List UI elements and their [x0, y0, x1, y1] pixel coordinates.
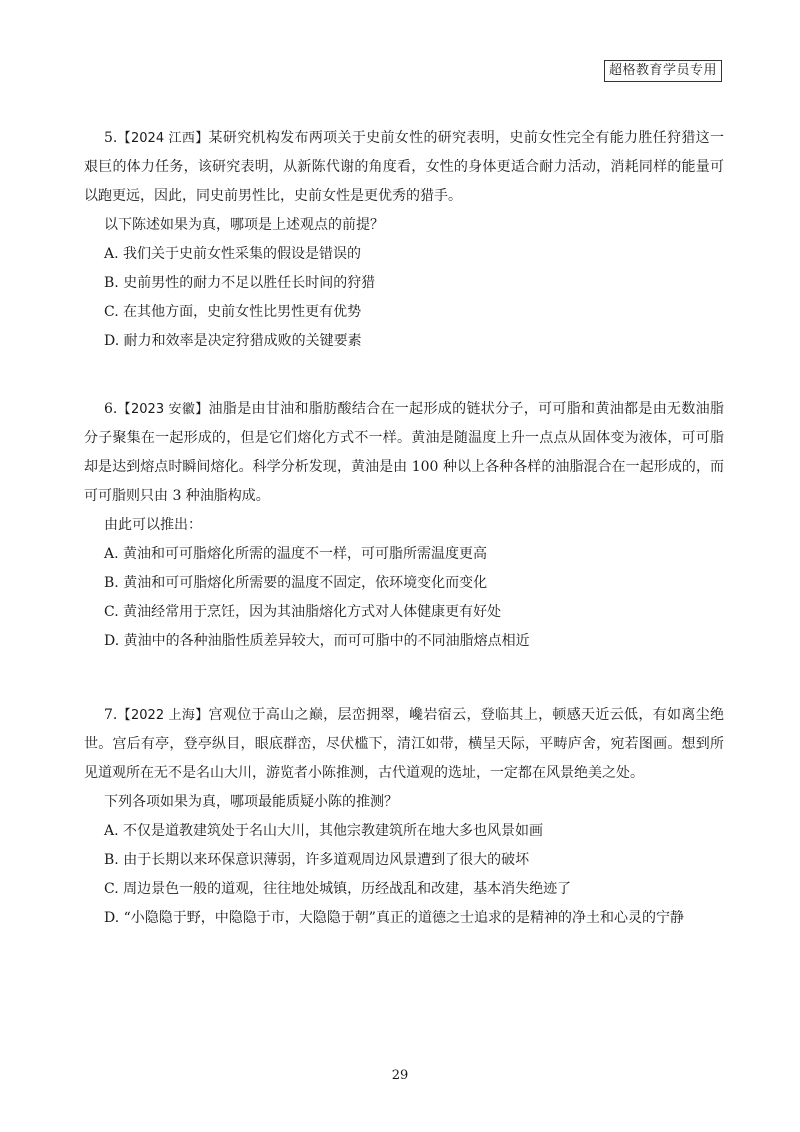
- question-7: [84, 701, 724, 933]
- question-5: [84, 124, 724, 356]
- option-b: B. 史前男性的耐力不足以胜任长时间的狩猎: [104, 275, 376, 291]
- question-number: 6.: [104, 401, 118, 417]
- page-number: 29: [391, 1068, 409, 1083]
- option-a: A. 我们关于史前女性采集的假设是错误的: [104, 246, 362, 262]
- option-a: A. 不仅是道教建筑处于名山大川，其他宗教建筑所在地大多也风景如画: [104, 823, 544, 839]
- question-stem: [84, 701, 724, 788]
- option-d: D. 黄油中的各种油脂性质差异较大，而可可脂中的不同油脂熔点相近: [104, 633, 530, 649]
- question-prompt: 以下陈述如果为真，哪项是上述观点的前提？: [104, 217, 384, 233]
- question-number: 7.: [104, 707, 118, 723]
- option-b: B. 由于长期以来环保意识薄弱，许多道观周边风景遭到了很大的破坏: [104, 852, 530, 868]
- option-d: D. 耐力和效率是决定狩猎成败的关键要素: [104, 333, 362, 349]
- question-stem-text: 某研究机构发布两项关于史前女性的研究表明，史前女性完全有能力胜任狩猎这一艰巨的体力任务，该研究表明，从新陈代谢的角度看，女性的身体更适合耐力活动，消耗同样的能量可以跑更远，因此，同史前男性比，史前女性是更优秀的猎手。: [84, 130, 725, 204]
- question-source-tag: 【2023 安徽】: [117, 402, 209, 417]
- question-stem: [84, 124, 724, 211]
- option-a: A. 黄油和可可脂熔化所需的温度不一样，可可脂所需温度更高: [104, 546, 488, 562]
- option-c: C. 黄油经常用于烹饪，因为其油脂熔化方式对人体健康更有好处: [104, 604, 502, 620]
- watermark-stamp: 超格教育学员专用: [604, 60, 722, 82]
- question-source-tag: 【2022 上海】: [117, 708, 209, 723]
- option-b: B. 黄油和可可脂熔化所需要的温度不固定，依环境变化而变化: [104, 575, 488, 591]
- option-c: C. 周边景色一般的道观，往往地处城镇，历经战乱和改建，基本消失绝迹了: [104, 881, 572, 897]
- question-stem-text: 宫观位于高山之巅，层峦拥翠，巉岩宿云，登临其上，顿感天近云低，有如离尘绝世。宫后有亭，登亭纵目，眼底群峦，尽伏槛下，清江如带，横呈天际，平畴庐舍，宛若图画。想到所见道观所在无不是名山大川，游览者小陈推测，古代道观的选址，一定都在风景绝美之处。: [84, 707, 725, 781]
- option-c: C. 在其他方面，史前女性比男性更有优势: [104, 304, 362, 320]
- question-source-tag: 【2024 江西】: [117, 131, 209, 146]
- option-d: D. “小隐隐于野，中隐隐于市，大隐隐于朝”真正的道德之士追求的是精神的净土和心灵的宁静: [104, 910, 684, 926]
- question-stem: [84, 395, 724, 511]
- question-prompt: 由此可以推出：: [104, 517, 202, 533]
- question-6: [84, 395, 724, 656]
- question-stem-text: 油脂是由甘油和脂肪酸结合在一起形成的链状分子，可可脂和黄油都是由无数油脂分子聚集在一起形成的，但是它们熔化方式不一样。黄油是随温度上升一点点从固体变为液体，可可脂却是达到熔点时瞬间熔化。科学分析发现，黄油是由 100 种以上各种各样的油脂混合在一起形成的，而可可脂则只由 3 种油脂构成。: [84, 401, 725, 504]
- question-number: 5.: [104, 130, 118, 146]
- question-prompt: 下列各项如果为真，哪项最能质疑小陈的推测？: [104, 794, 398, 810]
